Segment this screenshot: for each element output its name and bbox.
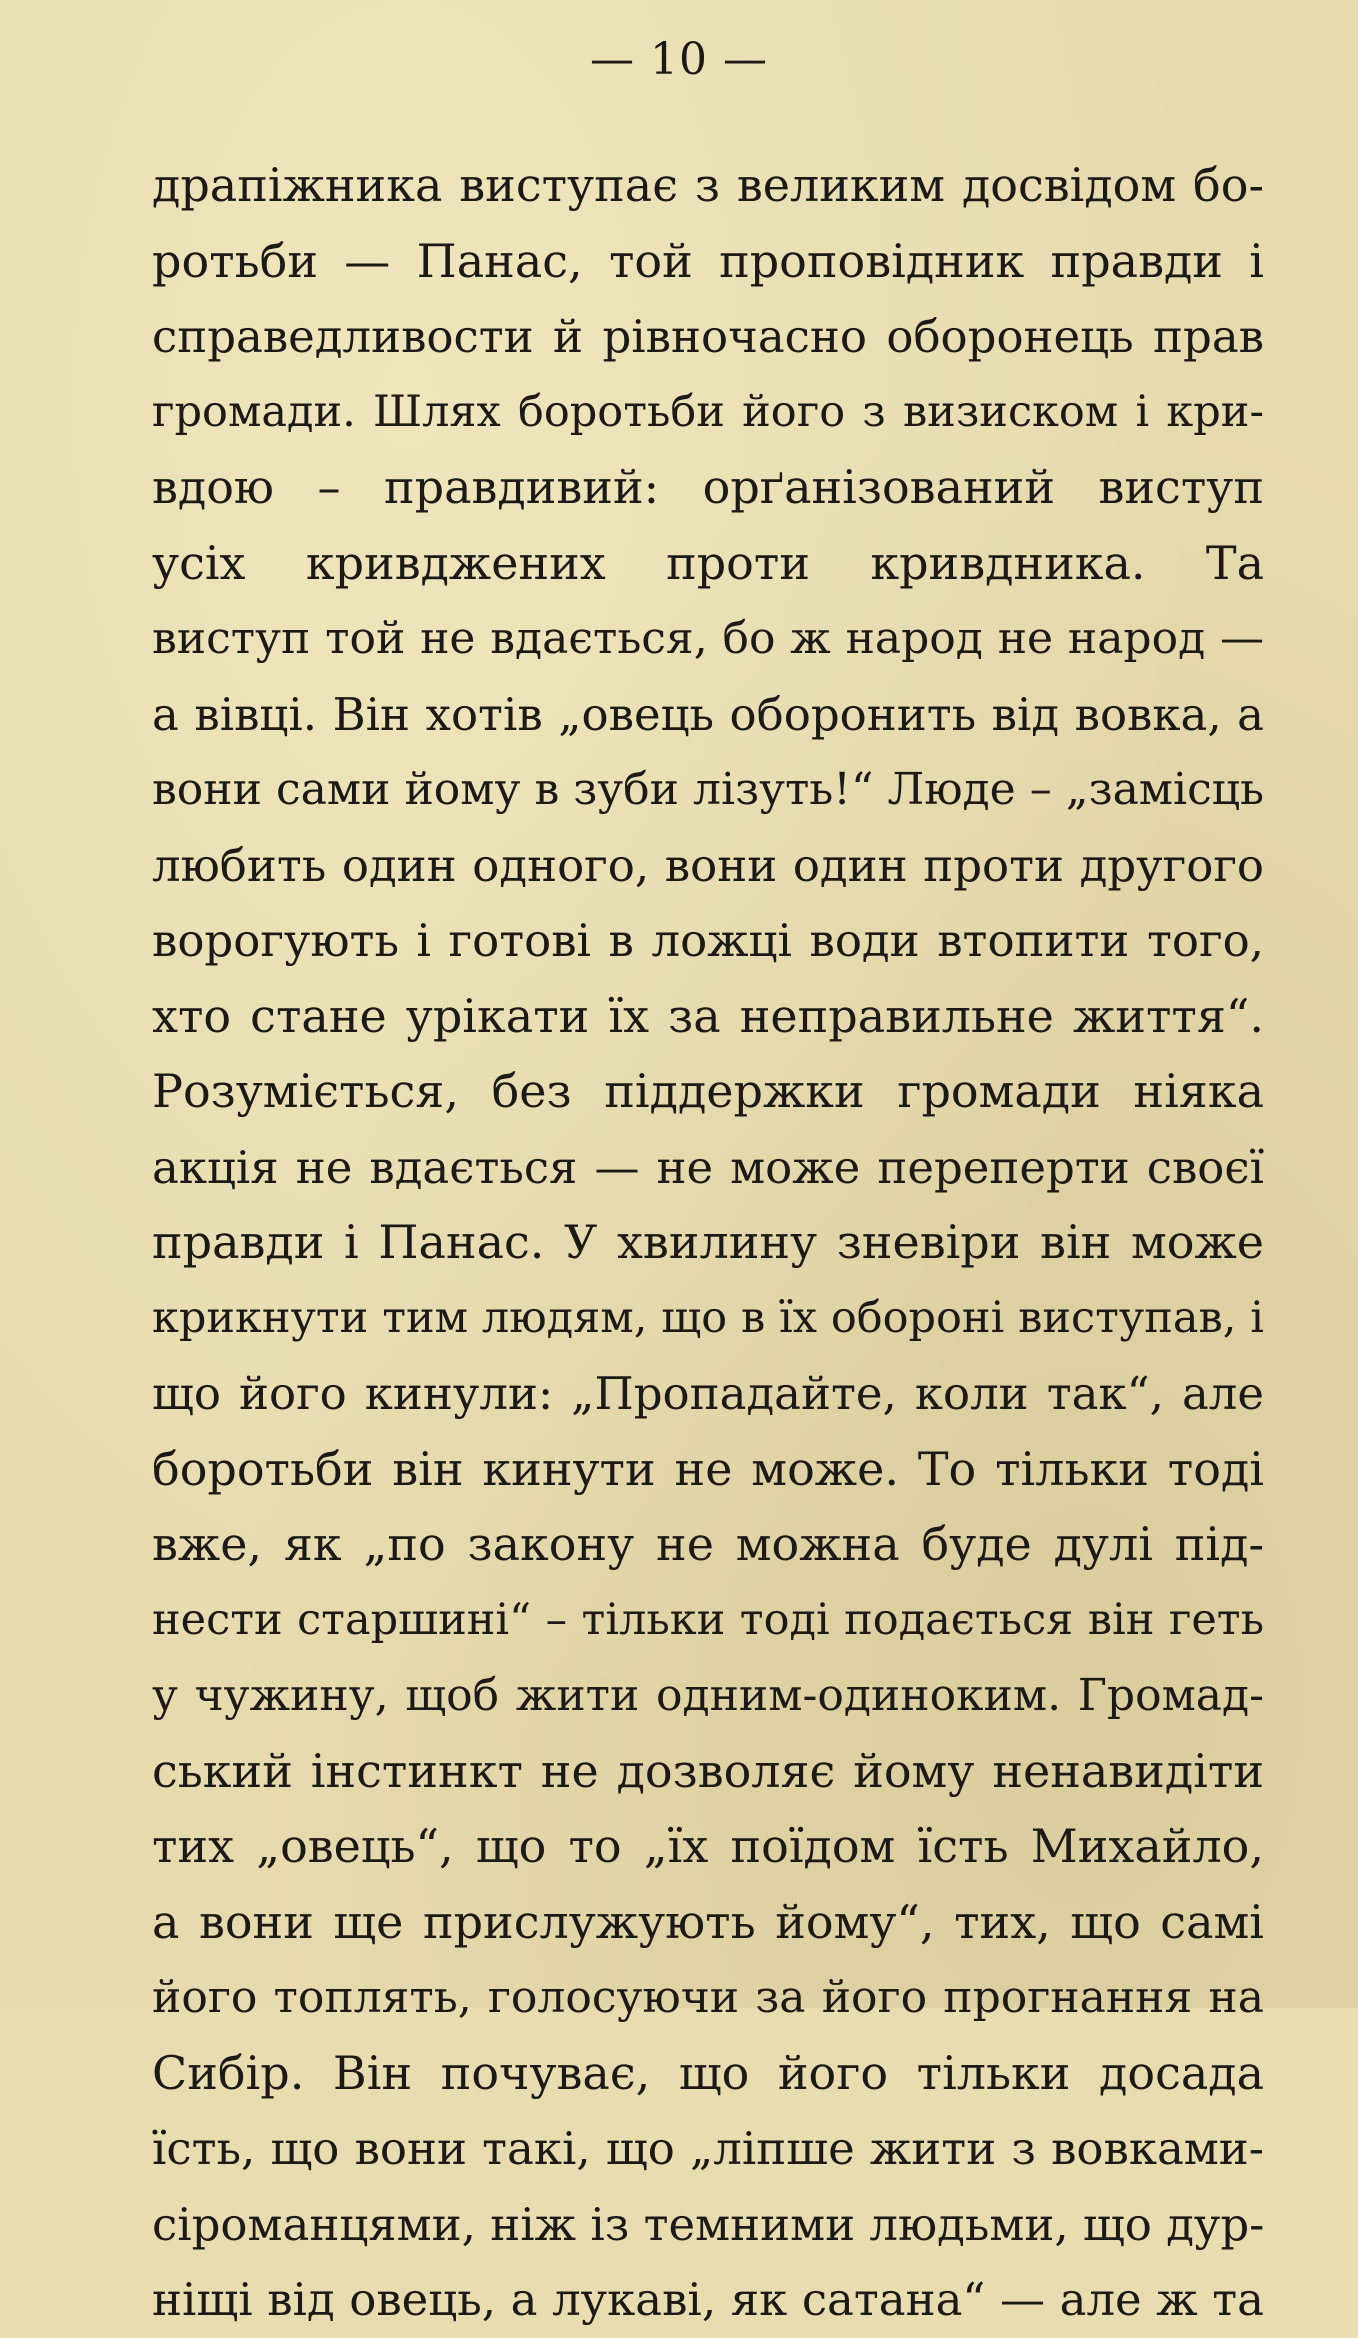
text-line: сіроманцями, ніж із темними людьми, що дур-	[152, 2197, 1264, 2251]
text-line: ворогують і готові в ложці води втопити того,	[152, 914, 1264, 967]
text-line: драпіжника виступає з великим досвідом бо-	[152, 158, 1264, 212]
text-line: крикнути тим людям, що в їх обороні виступав, і	[152, 1292, 1264, 1343]
text-line: у чужину, щоб жити одним-одиноким. Громад-	[152, 1670, 1264, 1721]
text-line: ротьби — Панас, той проповідник правди і	[152, 233, 1264, 288]
text-line: а вони ще прислужують йому“, тих, що самі	[152, 1894, 1264, 1949]
text-line: а вівці. Він хотів „овець оборонить від вовка, а	[152, 687, 1264, 741]
text-line: ський інстинкт не дозволяє йому ненавидіти	[152, 1743, 1264, 1798]
text-line: громади. Шлях боротьби його з визиском і кри-	[152, 386, 1264, 437]
text-line: вони сами йому в зуби лізуть!“ Люде – „замісць	[152, 764, 1264, 815]
text-line: боротьби він кинути не може. То тільки тоді	[152, 1441, 1264, 1496]
text-line: нести старшині“ – тільки тоді подається він геть	[152, 1594, 1264, 1645]
text-line: що його кинули: „Пропадайте, коли так“, але	[152, 1367, 1264, 1420]
text-line: справедливости й рівночасно оборонець прав	[152, 310, 1264, 363]
text-line: його топлять, голосуючи за його прогнання на	[152, 1972, 1264, 2023]
text-line: хто стане урікати їх за неправильне життя“.	[152, 988, 1264, 1043]
text-line: тих „овець“, що то „їх поїдом їсть Михайло,	[152, 1819, 1264, 1873]
text-line: правди і Панас. У хвилину зневіри він може	[152, 1215, 1264, 1269]
body-text	[152, 148, 1264, 2338]
text-line: ніщі від овець, а лукаві, як сатана“ — але ж та	[152, 2273, 1264, 2326]
text-line: Розуміється, без піддержки громади ніяка	[152, 1064, 1264, 1118]
text-line: любить один одного, вони один проти другого	[152, 838, 1264, 892]
text-line: вдою – правдивий: орґанізований виступ	[152, 460, 1264, 514]
text-line: виступ той не вдається, бо ж народ не народ —	[152, 613, 1264, 664]
text-line: їсть, що вони такі, що „ліпше жити з вовками-	[152, 2122, 1264, 2175]
text-line: усіх кривджених проти кривдника. Та	[152, 535, 1264, 590]
text-line: вже, як „по закону не можна буде дулі під-	[152, 1517, 1264, 1571]
text-line: акція не вдається — не може переперти своєї	[152, 1140, 1264, 1194]
text-line: Сибір. Він почуває, що його тільки досада	[152, 2045, 1264, 2100]
page-number: — 10 —	[590, 34, 768, 85]
